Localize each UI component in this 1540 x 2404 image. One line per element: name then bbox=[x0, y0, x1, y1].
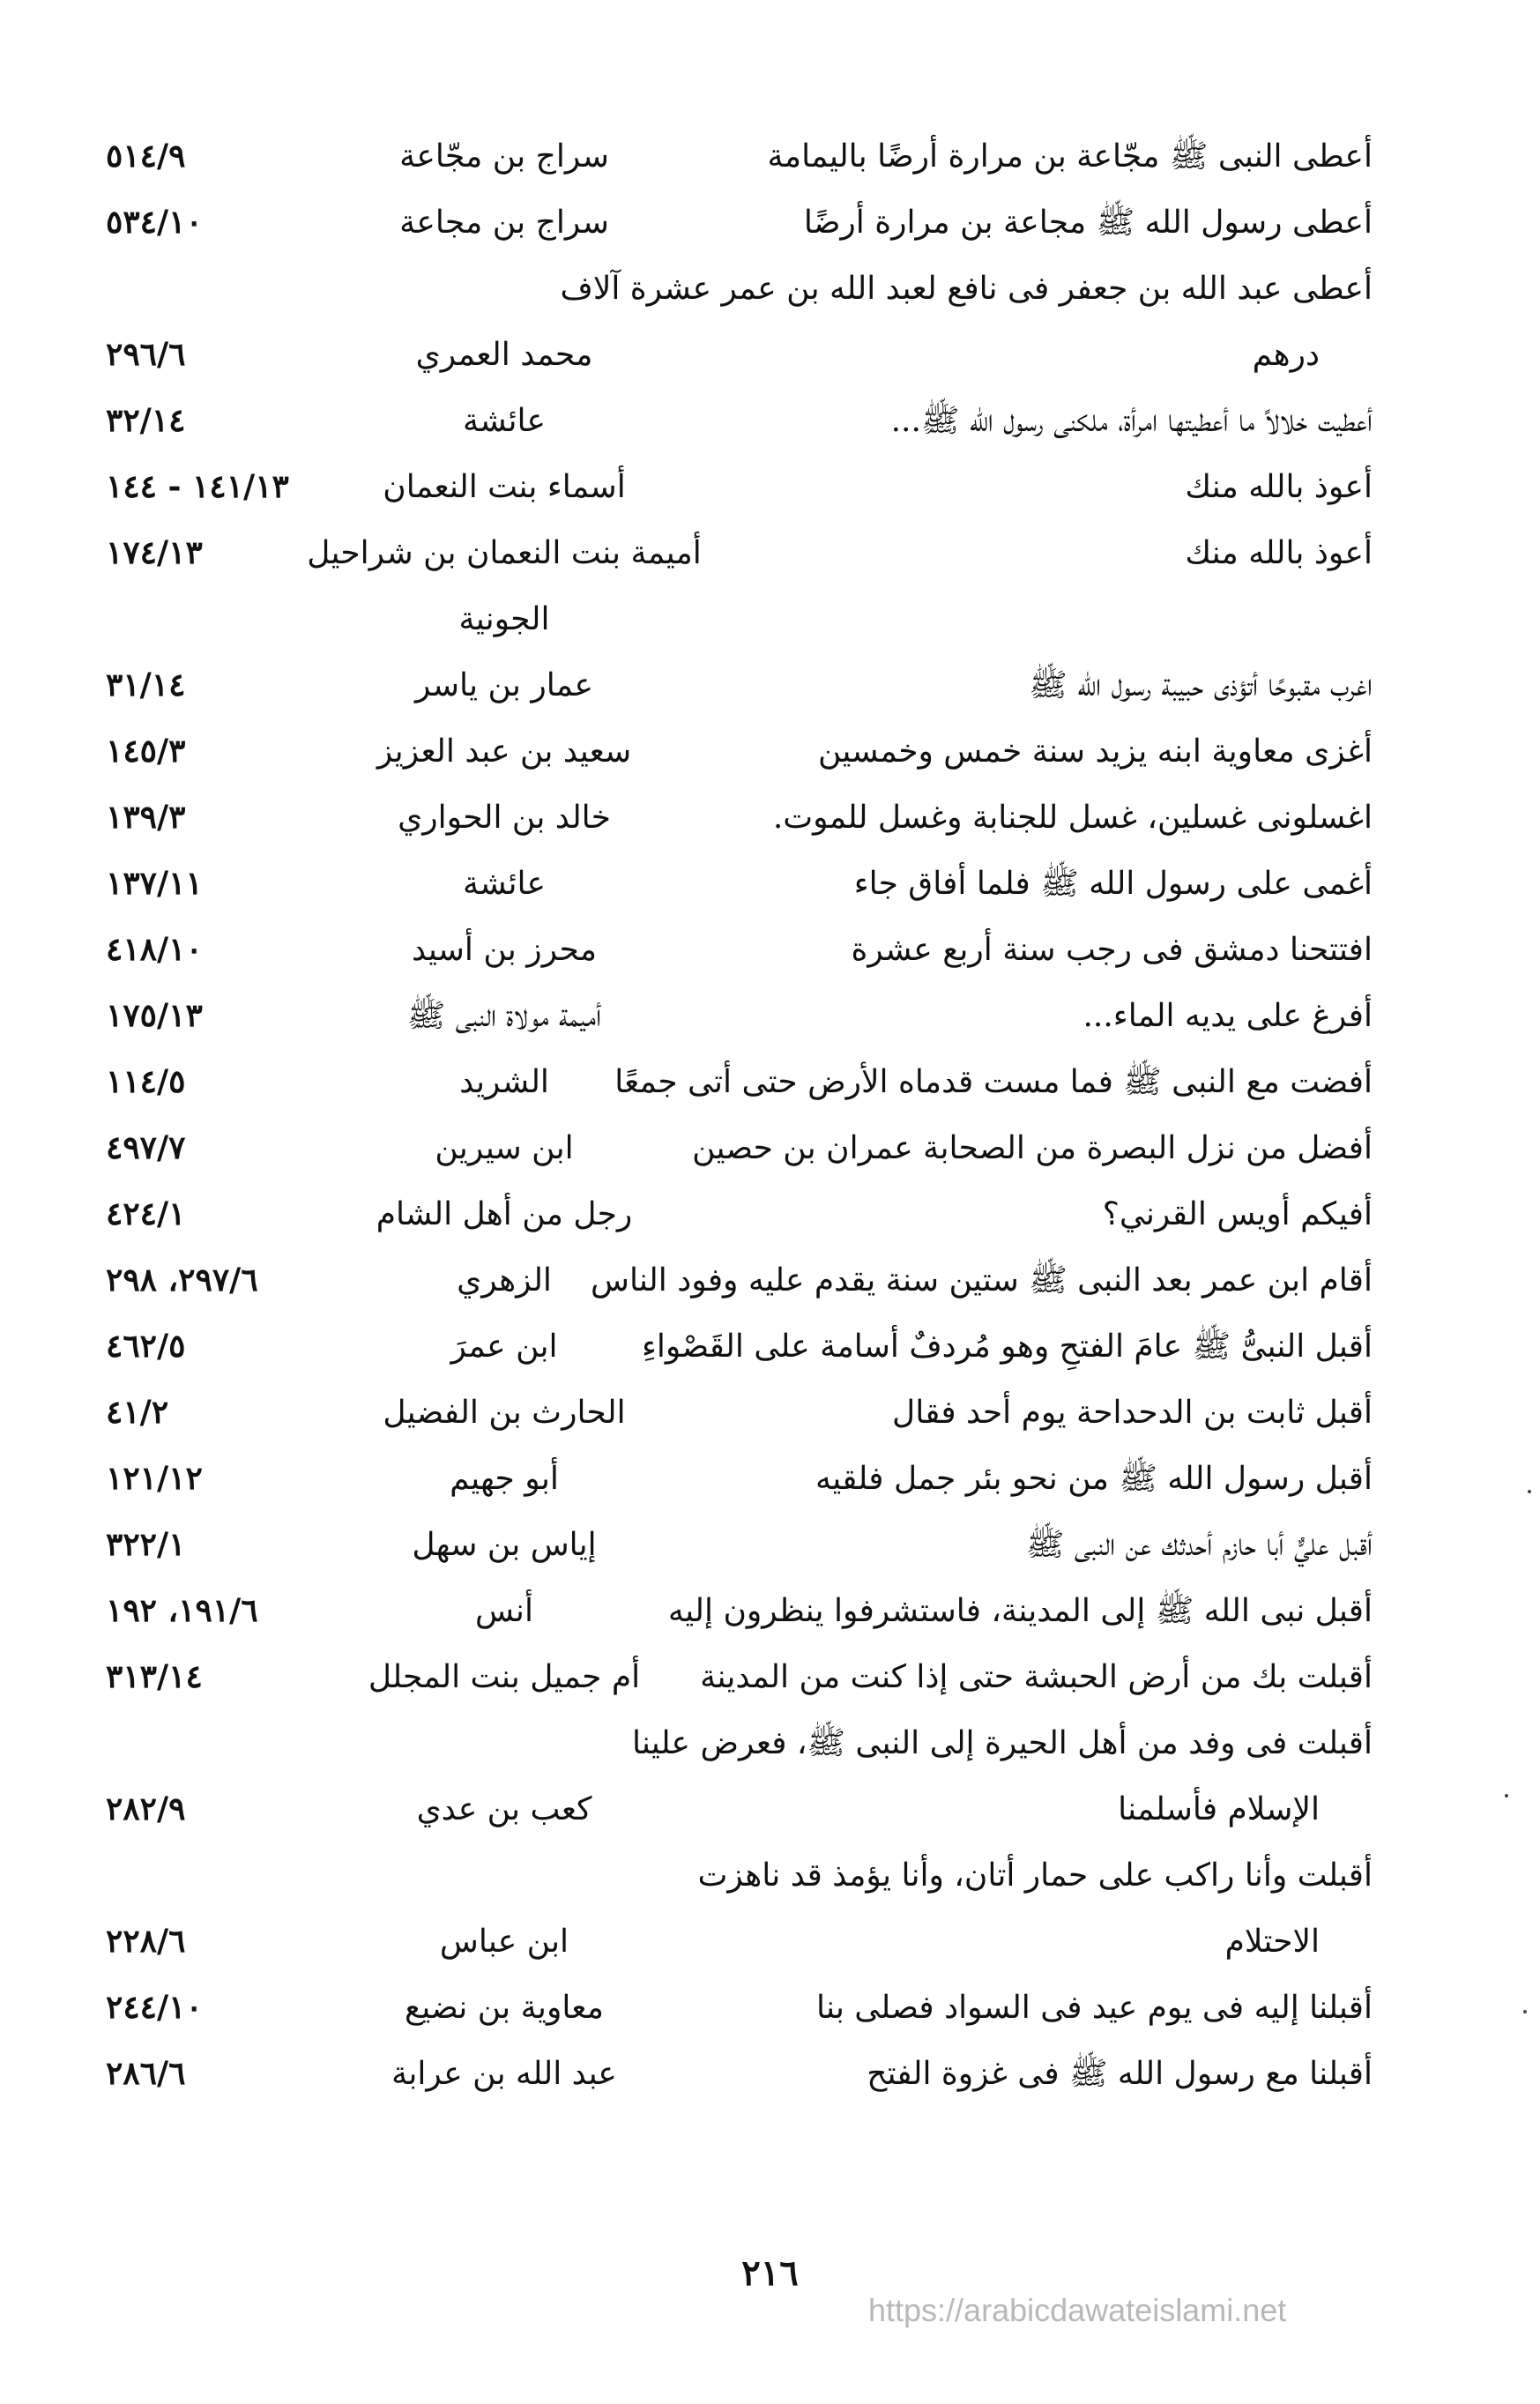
volume-page-reference: ٤٢٤/١ bbox=[106, 1195, 186, 1232]
index-row bbox=[106, 1776, 1373, 1842]
volume-page-reference: ١١٤/٥ bbox=[106, 1063, 186, 1100]
scan-speck bbox=[1528, 1490, 1531, 1493]
volume-page-reference: ٤٩٧/٧ bbox=[106, 1129, 186, 1166]
hadith-text: أغزى معاوية ابنه يزيد سنة خمس وخمسين bbox=[818, 733, 1373, 770]
hadith-text: أعطى النبى ﷺ مجّاعة بن مرارة أرضًا باليمامة bbox=[767, 138, 1373, 175]
volume-page-reference: ٣١٣/١٤ bbox=[106, 1658, 203, 1695]
index-row bbox=[106, 1181, 1373, 1247]
hadith-text: أقام ابن عمر بعد النبى ﷺ ستين سنة يقدم عليه وفود الناس bbox=[591, 1262, 1373, 1299]
index-row bbox=[106, 1247, 1373, 1314]
narrator: أميمة مولاة النبى ﷺ bbox=[406, 998, 602, 1034]
index-row bbox=[106, 322, 1373, 388]
index-row bbox=[106, 1644, 1373, 1710]
page-number: ٢١٦ bbox=[741, 2252, 799, 2294]
hadith-text: افتتحنا دمشق فى رجب سنة أربع عشرة bbox=[851, 932, 1373, 968]
watermark-url: https://arabicdawateislami.net bbox=[868, 2292, 1287, 2328]
narrator: معاوية بن نضيع bbox=[405, 1990, 604, 2026]
volume-page-reference: ٥٣٤/١٠ bbox=[106, 204, 203, 241]
narrator: الجونية bbox=[458, 601, 550, 637]
scan-speck bbox=[1523, 2010, 1527, 2013]
hadith-text: أعطى عبد الله بن جعفر فى نافع لعبد الله بن عمر عشرة آلاف bbox=[560, 271, 1373, 307]
hadith-text: أقبل رسول الله ﷺ من نحو بئر جمل فلقيه bbox=[815, 1461, 1373, 1497]
hadith-text: أقبلنا إليه فى يوم عيد فى السواد فصلى بنا bbox=[815, 1990, 1373, 2026]
hadith-text: أقبل عليٌّ أبا حازم أحدثك عن النبى ﷺ bbox=[1025, 1527, 1373, 1563]
volume-page-reference: ٢٨٦/٦ bbox=[106, 2055, 186, 2092]
index-row bbox=[106, 1314, 1373, 1380]
volume-page-reference: ١٤١/١٣ - ١٤٤ bbox=[106, 468, 289, 505]
index-row bbox=[106, 123, 1373, 190]
narrator: محرز بن أسيد bbox=[411, 932, 597, 968]
volume-page-reference: ٤١٨/١٠ bbox=[106, 931, 203, 968]
volume-page-reference: ٢٩٧/٦، ٢٩٨ bbox=[106, 1262, 258, 1299]
narrator: الشريد bbox=[459, 1064, 549, 1100]
volume-page-reference: ١٣٩/٣ bbox=[106, 799, 186, 836]
index-row bbox=[106, 1710, 1373, 1776]
volume-page-reference: ٤٦٢/٥ bbox=[106, 1328, 186, 1365]
index-row bbox=[106, 454, 1373, 520]
narrator: ابن عباس bbox=[439, 1924, 569, 1960]
volume-page-reference: ٢٩٦/٦ bbox=[106, 336, 186, 373]
narrator: عمار بن ياسر bbox=[415, 667, 593, 703]
volume-page-reference: ٣٢/١٤ bbox=[106, 402, 186, 439]
hadith-text: أعوذ بالله منك bbox=[1185, 535, 1373, 571]
hadith-text: أفضل من نزل البصرة من الصحابة عمران بن حصين bbox=[692, 1130, 1373, 1166]
volume-page-reference: ١٢١/١٢ bbox=[106, 1460, 203, 1497]
narrator: سراج بن مجّاعة bbox=[399, 138, 609, 175]
narrator: ابن سيرين bbox=[435, 1130, 574, 1166]
index-row bbox=[106, 1578, 1373, 1644]
narrator: أم جميل بنت المجلل bbox=[368, 1659, 641, 1695]
index-row bbox=[106, 1049, 1373, 1115]
index-row bbox=[106, 190, 1373, 256]
hadith-text: أفيكم أويس القرني؟ bbox=[1102, 1196, 1373, 1232]
volume-page-reference: ٣٢٢/١ bbox=[106, 1526, 186, 1563]
hadith-text: الإسلام فأسلمنا bbox=[1118, 1791, 1320, 1827]
hadith-text: أقبل ثابت بن الدحداحة يوم أحد فقال bbox=[892, 1395, 1373, 1431]
hadith-text: أقبلت بك من أرض الحبشة حتى إذا كنت من المدينة bbox=[700, 1659, 1373, 1695]
index-row bbox=[106, 2041, 1373, 2107]
volume-page-reference: ٤١/٢ bbox=[106, 1394, 169, 1431]
hadith-text: أقبلنا مع رسول الله ﷺ فى غزوة الفتح bbox=[867, 2056, 1373, 2092]
index-row bbox=[106, 520, 1373, 586]
narrator: سراج بن مجاعة bbox=[399, 205, 609, 241]
narrator: أنس bbox=[475, 1593, 533, 1629]
index-row bbox=[106, 256, 1373, 322]
index-row bbox=[106, 851, 1373, 917]
narrator: محمد العمري bbox=[415, 337, 593, 373]
index-row bbox=[106, 785, 1373, 851]
narrator: رجل من أهل الشام bbox=[376, 1196, 633, 1232]
index-row bbox=[106, 983, 1373, 1049]
narrator: أسماء بنت النعمان bbox=[383, 469, 626, 505]
narrator: عائشة bbox=[463, 866, 546, 902]
index-row bbox=[106, 586, 1373, 652]
volume-page-reference: ١٤٥/٣ bbox=[106, 733, 186, 770]
hadith-text: أعطيت خلالاً ما أعطيتها امرأة، ملكنى رسول الله ﷺ... bbox=[890, 403, 1373, 439]
index-row bbox=[106, 1842, 1373, 1909]
narrator: سعيد بن عبد العزيز bbox=[376, 733, 632, 770]
hadith-text: أقبلت وأنا راكب على حمار أتان، وأنا يؤمذ قد ناهزت bbox=[697, 1857, 1373, 1894]
hadith-text: اغرب مقبوحًا أتؤذى حبيبة رسول الله ﷺ bbox=[1029, 667, 1373, 703]
hadith-text: أغمى على رسول الله ﷺ فلما أفاق جاء bbox=[853, 866, 1373, 902]
hadith-text: درهم bbox=[1252, 337, 1320, 373]
index-row bbox=[106, 388, 1373, 454]
narrator: عائشة bbox=[463, 403, 546, 439]
index-row bbox=[106, 1512, 1373, 1578]
volume-page-reference: ٢٤٤/١٠ bbox=[106, 1989, 203, 2026]
narrator: أبو جهيم bbox=[450, 1461, 559, 1497]
narrator: أميمة بنت النعمان بن شراحيل bbox=[307, 535, 702, 571]
volume-page-reference: ١٣٧/١١ bbox=[106, 865, 203, 902]
narrator: عبد الله بن عرابة bbox=[391, 2056, 617, 2092]
index-row bbox=[106, 1115, 1373, 1181]
index-row bbox=[106, 1975, 1373, 2041]
narrator: الزهري bbox=[457, 1262, 552, 1299]
hadith-text: أقبل نبى الله ﷺ إلى المدينة، فاستشرفوا ينظرون إليه bbox=[667, 1593, 1373, 1629]
volume-page-reference: ٥١٤/٩ bbox=[106, 138, 186, 175]
hadith-text: أعطى رسول الله ﷺ مجاعة بن مرارة أرضًا bbox=[803, 205, 1373, 241]
volume-page-reference: ٣١/١٤ bbox=[106, 666, 186, 703]
hadith-text: أفرغ على يديه الماء... bbox=[1082, 998, 1373, 1034]
scan-speck bbox=[1505, 1794, 1508, 1797]
index-row bbox=[106, 718, 1373, 785]
volume-page-reference: ٢٢٨/٦ bbox=[106, 1923, 186, 1960]
volume-page-reference: ١٧٤/١٣ bbox=[106, 534, 203, 571]
index-table bbox=[106, 123, 1373, 2107]
volume-page-reference: ٢٨٢/٩ bbox=[106, 1790, 186, 1827]
narrator: الحارث بن الفضيل bbox=[383, 1395, 626, 1431]
narrator: كعب بن عدي bbox=[416, 1791, 592, 1827]
hadith-text: أعوذ بالله منك bbox=[1185, 469, 1373, 505]
index-row bbox=[106, 1909, 1373, 1975]
index-row bbox=[106, 652, 1373, 718]
hadith-text: أقبل النبىُّ ﷺ عامَ الفتحِ وهو مُردفٌ أسامة على القَصْواءِ bbox=[641, 1329, 1373, 1365]
volume-page-reference: ١٩١/٦، ١٩٢ bbox=[106, 1592, 258, 1629]
index-row bbox=[106, 917, 1373, 983]
hadith-text: اغسلونى غسلين، غسل للجنابة وغسل للموت. bbox=[772, 800, 1373, 836]
index-row bbox=[106, 1446, 1373, 1512]
narrator: خالد بن الحواري bbox=[398, 800, 611, 836]
hadith-text: الاحتلام bbox=[1224, 1924, 1320, 1960]
narrator: ابن عمرَ bbox=[450, 1329, 558, 1365]
narrator: إياس بن سهل bbox=[412, 1527, 597, 1563]
index-row bbox=[106, 1380, 1373, 1446]
hadith-text: أقبلت فى وفد من أهل الحيرة إلى النبى ﷺ، فعرض علينا bbox=[631, 1725, 1373, 1761]
hadith-text: أفضت مع النبى ﷺ فما مست قدماه الأرض حتى أتى جمعًا bbox=[614, 1064, 1373, 1100]
volume-page-reference: ١٧٥/١٣ bbox=[106, 997, 203, 1034]
